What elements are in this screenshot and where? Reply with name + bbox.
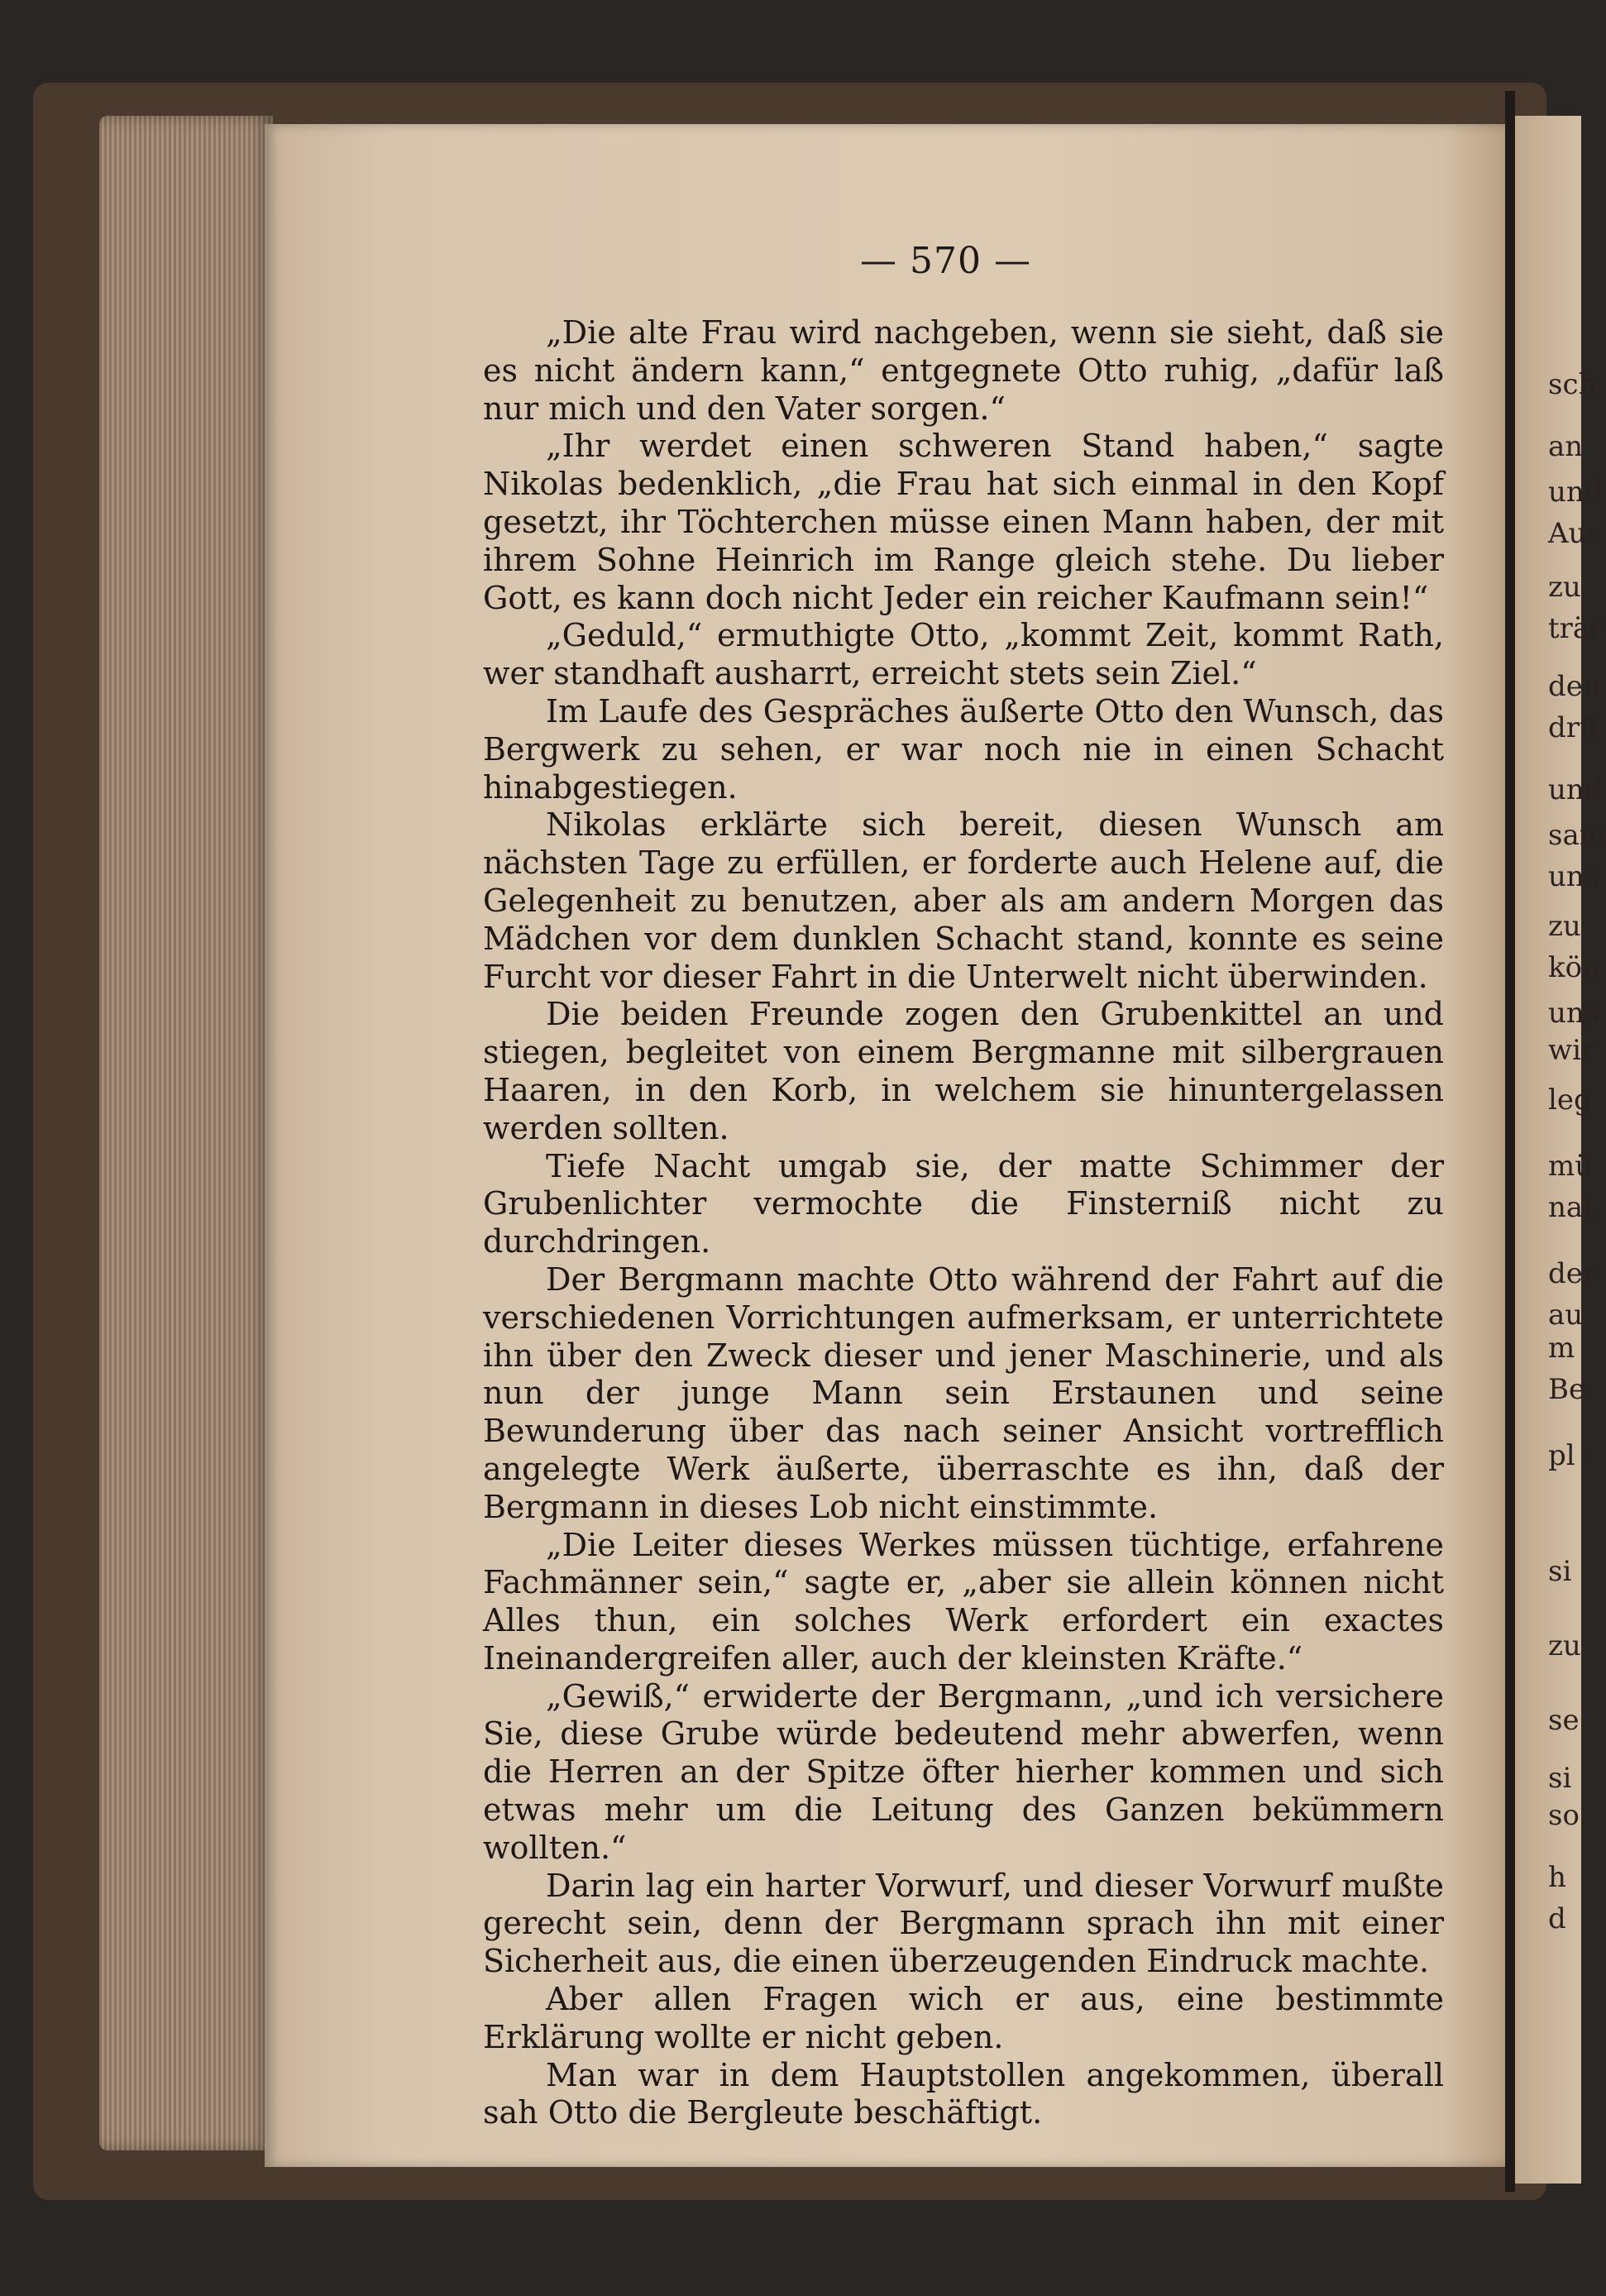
facing-page-word: si xyxy=(1548,1762,1572,1795)
page-stack-edge xyxy=(99,116,273,2150)
page-text xyxy=(483,314,1444,2132)
page-number: — 570 — xyxy=(860,240,1031,282)
facing-page-word: drü xyxy=(1548,711,1598,744)
facing-page-word: träf xyxy=(1548,612,1600,645)
facing-page-word: kön xyxy=(1548,951,1600,984)
facing-page-word: Be xyxy=(1548,1373,1586,1406)
paragraph: Der Bergmann machte Otto während der Fahrt auf die verschiedenen Vorrichtungen aufmerksam, er unterrichtete ihn über den Zweck dieser und jener Maschinerie, und als nun der junge Mann sein Erstaunen und seine Bewunderung über das nach seiner Ansicht vortrefflich angelegte Werk äußerte, überraschte es ihn, daß der Bergmann in dieses Lob nicht einstimmte. xyxy=(483,1260,1444,1525)
paragraph: „Die alte Frau wird nachgeben, wenn sie sieht, daß sie es nicht ändern kann,“ entgegnete Otto ruhig, „dafür laß nur mich und den Vater sorgen.“ xyxy=(483,314,1444,427)
facing-page-word: uns xyxy=(1548,860,1599,893)
facing-page-word: und xyxy=(1548,476,1603,509)
facing-page-word: zu xyxy=(1548,571,1581,604)
facing-page-word: zu xyxy=(1548,1629,1581,1662)
facing-page-word: sam xyxy=(1548,819,1606,852)
paragraph: Man war in dem Hauptstollen angekommen, überall sah Otto die Bergleute beschäftigt. xyxy=(483,2056,1444,2131)
facing-page-word: m xyxy=(1548,1332,1575,1365)
facing-page-word: d xyxy=(1548,1902,1566,1935)
facing-page-word: sch xyxy=(1548,368,1597,401)
paragraph: Tiefe Nacht umgab sie, der matte Schimmer der Grubenlichter vermochte die Finsterniß nicht zu durchdringen. xyxy=(483,1147,1444,1260)
facing-page-word: zu xyxy=(1548,910,1581,943)
facing-page-word: so xyxy=(1548,1799,1580,1832)
facing-page-word: der xyxy=(1548,1257,1597,1290)
facing-page-word: se xyxy=(1548,1704,1580,1737)
facing-page-word: uns xyxy=(1548,997,1599,1030)
paragraph: „Ihr werdet einen schweren Stand haben,“ sagte Nikolas bedenklich, „die Frau hat sich einmal in den Kopf gesetzt, ihr Töchterchen müsse einen Mann haben, der mit ihrem Sohne Heinrich im Range gleich stehe. Du lieber Gott, es kann doch nicht Jeder ein reicher Kaufmann sein!“ xyxy=(483,428,1444,616)
facing-page-word: mü xyxy=(1548,1150,1594,1183)
facing-page-word: den xyxy=(1548,670,1601,703)
paragraph: Aber allen Fragen wich er aus, eine bestimmte Erklärung wollte er nicht geben. xyxy=(483,1981,1444,2055)
facing-page-word: wir xyxy=(1548,1034,1595,1067)
facing-page-word: pl xyxy=(1548,1439,1575,1472)
facing-page-word: au xyxy=(1548,1299,1584,1332)
paragraph: „Die Leiter dieses Werkes müssen tüchtige, erfahrene Fachmänner sein,“ sagte er, „aber sie allein können nicht Alles thun, ein solches Werk erfordert ein exactes Ineinandergreifen aller, auch der kleinsten Kräfte.“ xyxy=(483,1526,1444,1677)
paragraph: Darin lag ein harter Vorwurf, und dieser Vorwurf mußte gerecht sein, denn der Bergmann sprach ihn mit einer Sicherheit aus, die einen überzeugenden Eindruck machte. xyxy=(483,1867,1444,1980)
facing-page-edge xyxy=(1515,116,1606,2184)
book-gutter xyxy=(1505,91,1515,2192)
paragraph: Im Laufe des Gespräches äußerte Otto den Wunsch, das Bergwerk zu sehen, er war noch nie in einen Schacht hinabgestiegen. xyxy=(483,692,1444,806)
paragraph: „Geduld,“ ermuthigte Otto, „kommt Zeit, kommt Rath, wer standhaft ausharrt, erreicht stets sein Ziel.“ xyxy=(483,617,1444,692)
facing-page-word: nat xyxy=(1548,1191,1594,1224)
facing-page-word: h xyxy=(1548,1861,1566,1894)
facing-page-word: si xyxy=(1548,1555,1572,1588)
paragraph: Die beiden Freunde zogen den Grubenkittel an und stiegen, begleitet von einem Bergmanne mit silbergrauen Haaren, in den Korb, in welchem sie hinuntergelassen werden sollten. xyxy=(483,996,1444,1146)
facing-page-word: leg xyxy=(1548,1083,1592,1117)
facing-page-word: an xyxy=(1548,430,1584,463)
paragraph: „Gewiß,“ erwiderte der Bergmann, „und ich versichere Sie, diese Grube würde bedeutend mehr abwerfen, wenn die Herren an der Spitze öfter hierher kommen und sich etwas mehr um die Leitung des Ganzen bekümmern wollten.“ xyxy=(483,1677,1444,1866)
paragraph: Nikolas erklärte sich bereit, diesen Wunsch am nächsten Tage zu erfüllen, er forderte auch Helene auf, die Gelegenheit zu benutzen, aber als am andern Morgen das Mädchen vor dem dunklen Schacht stand, konnte es seine Furcht vor dieser Fahrt in die Unterwelt nicht überwinden. xyxy=(483,806,1444,995)
facing-page-word: Aus xyxy=(1548,517,1601,550)
facing-page-word: und xyxy=(1548,773,1603,806)
